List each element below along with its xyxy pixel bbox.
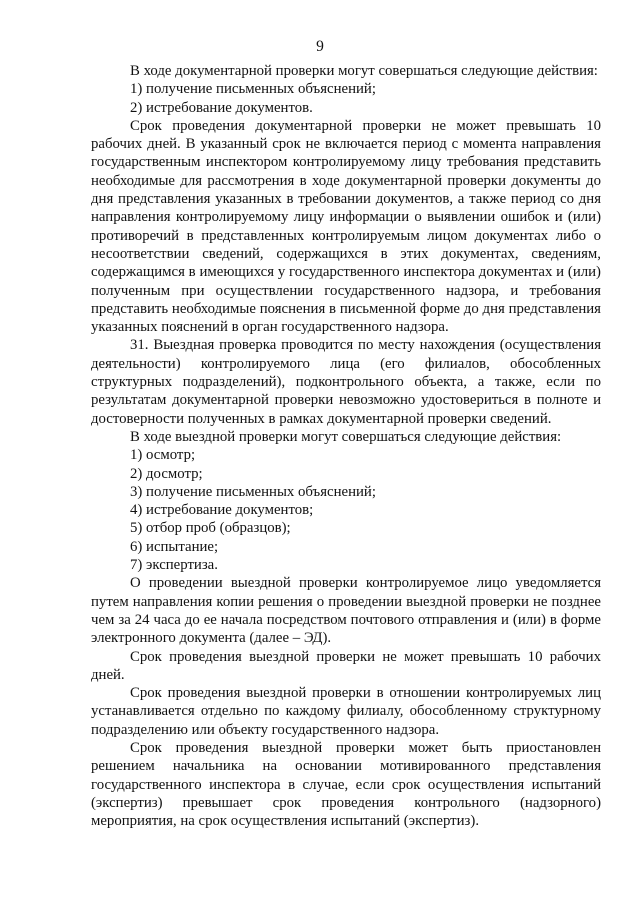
paragraph: Срок проведения выездной проверки может быть приостановлен решением начальника на основании мотивированного представления государственного инспектора в случае, если срок осуществления испытаний (экспертиз) превышает срок проведения контрольного (надзорного) мероприятия, на срок осуществления испытаний (экспертиз). xyxy=(91,739,601,830)
list-item: 7) экспертиза. xyxy=(130,557,218,574)
list-item: 1) осмотр; xyxy=(130,447,196,464)
paragraph: 31. Выездная проверка проводится по месту нахождения (осуществления деятельности) контролируемого лица (его филиалов, обособленных структурных подразделений), подконтрольного объекта, а также, если по результатам документарной проверки невозможно удостовериться в полноте и достоверности полученных в рамках документарной проверки сведений. xyxy=(91,337,601,427)
paragraph: Срок проведения выездной проверки не может превышать 10 рабочих дней. xyxy=(91,648,601,683)
list-item: 6) испытание; xyxy=(130,538,219,555)
document-body xyxy=(91,62,601,830)
paragraph: Срок проведения документарной проверки не может превышать 10 рабочих дней. В указанный срок не включается период с момента направления государственным инспектором контролируемому лицу требования представить необходимые для рассмотрения в ходе документарной проверки документы до дня представления указанных в требовании документов, а также период со дня направления контролируемому лицу информации о выявлении ошибок и (или) противоречий в представленных контролируемым лицом документах либо о несоответствии сведений, содержащихся в этих документах, сведениям, содержащимся в имеющихся у государственного инспектора документах и (или) полученным при осуществлении государственного надзора, и требования представить необходимые пояснения в письменной форме до дня представления указанных пояснений в орган государственного надзора. xyxy=(91,117,601,336)
list-item: 5) отбор проб (образцов); xyxy=(130,520,291,537)
list-item: 2) истребование документов. xyxy=(130,99,313,116)
paragraph: В ходе выездной проверки могут совершаться следующие действия: xyxy=(130,428,562,445)
list-item: 1) получение письменных объяснений; xyxy=(130,81,376,98)
page-number: 9 xyxy=(316,38,324,55)
paragraph: О проведении выездной проверки контролируемое лицо уведомляется путем направления копии решения о проведении выездной проверки не позднее чем за 24 часа до ее начала посредством почтового отправления и (или) в форме электронного документа (далее – ЭД). xyxy=(91,575,601,647)
list-item: 4) истребование документов; xyxy=(130,502,314,519)
list-item: 2) досмотр; xyxy=(130,465,203,482)
paragraph: В ходе документарной проверки могут совершаться следующие действия: xyxy=(130,63,598,79)
paragraph: Срок проведения выездной проверки в отношении контролируемых лиц устанавливается отдельно по каждому филиалу, обособленному структурному подразделению или объекту государственного надзора. xyxy=(91,685,601,738)
list-item: 3) получение письменных объяснений; xyxy=(130,483,376,500)
